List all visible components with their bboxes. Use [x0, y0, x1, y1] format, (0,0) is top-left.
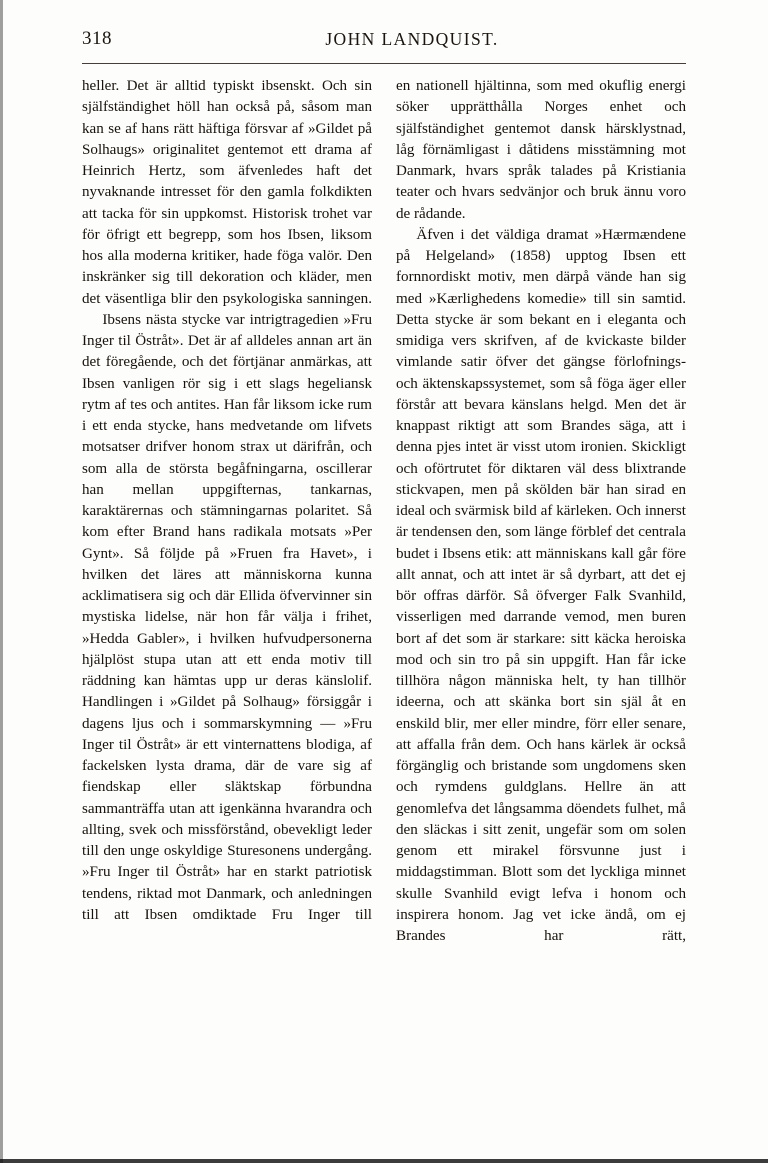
running-head — [82, 28, 686, 62]
paragraph: Äfven i det väldiga dramat »Hærmændene på Helgeland» (1858) upptog Ibsen ett fornnordiskt motiv, men därpå vände han sig med »Kærlighedens komedie» till sin samtid. Detta stycke är som bekant en i eleganta och smidiga vers skrifven, af de kvickaste bilder vimlande satir öfver det gängse förlofnings- och äktenskapssystemet, som så föga äger eller förstår att bevara känslans helgd. Men det är knappast riktigt att som Brandes säga, att i denna pjes intet är visst utom ironien. Skickligt och oförtrutet för diktaren väl dess blixtrande stickvapen, men på skölden bär han sirad en ideal och svärmisk bild af kärleken. Och innerst är tendensen den, som länge förblef det centrala budet i Ibsens etik: att människans kall går före allt annat, och att intet är så dyrbart, att det ej bör offras därför. Så öfverger Falk Svanhild, visserligen med darrande vemod, men buren bort af det som är starkare: sitt käcka heroiska mod och sin tro på sin uppgift. Han får icke tillhöra någon människa helt, ty han tillhör ideerna, och att skänka bort sin själ åt en enskild blir, mer eller mindre, förr eller senare, att affalla från dem. Och hans kärlek är också förgänglig och bristande som ungdomens sken och rymdens guldglans. Hellre än att genomlefva det långsamma döendets fulhet, må den släckas i sitt zenit, ungefär som om solen genom ett mirakel försvunne just i middagstimman. Blott som det lyckliga minnet skulle Svanhild evigt lefva i honom och inspirera honom. Jag vet icke ändå, om ej Brandes har rätt, — [396, 226, 686, 944]
page-left-edge-artifact — [0, 0, 3, 1163]
body-text-columns — [82, 76, 686, 1064]
running-head-title: JOHN LANDQUIST. — [325, 29, 499, 49]
page-bottom-edge-artifact — [0, 1159, 768, 1163]
header-divider-rule — [82, 63, 686, 64]
paragraph: heller. Det är alltid typiskt ibsenskt. Och sin själfständighet höll han också på, såsom man kan se af hans rätt häftiga försvar af »Gildet på Solhaugs» originalitet gentemot ett drama af Heinrich Hertz, som äfvenledes haft det nyvaknande intresset för den gamla folkdikten att tacka för sin uppkomst. Historisk trohet var för öfrigt ett begrepp, som hos Ibsen, liksom hos alla moderna kritiker, hade föga valör. Den inskränker sig till dekoration och kläder, men det väsentliga blir den psykologiska sanningen. — [82, 78, 372, 307]
right-text-column — [396, 76, 686, 1064]
paragraph: Ibsens nästa stycke var intrigtragedien »Fru Inger til Östråt». Det är af alldeles annan art än det föregående, och det förtjänar anmärkas, att Ibsen vanligen rör sig i ett slags hegeliansk rytm af tes och antites. Han får liksom icke rum i ett enda stycke, hans medvetande om lifvets motsatser drifver honom strax ut därifrån, och som alla de största begåfningarna, oscillerar han mellan uppgifternas, tankarnas, karaktärernas och stämningarnas polaritet. Så kom efter Brand hans radikala motsats »Per Gynt». Så följde på »Fruen fra Havet», i hvilken det läres att människorna kunna acklimatisera sig och där Ellida öfvervinner sin mystiska lidelse, när hon får välja i frihet, »Hedda Gabler», i hvilken hufvudpersonerna hjälplöst stupa utan att ett enda motiv till räddning kan hämtas upp ur deras känslolif. Handlingen i »Gildet på Solhaug» försiggår i dagens ljus och i sommarskymning — »Fru Inger til Östråt» är ett vinternattens blodiga, af fackelsken lysta drama, där de vare sig af fiendskap eller släktskap förbundna sammanträffa utan att igenkänna hvarandra och allting, svek och missförstånd, obevekligt leder till den unge oskyldige Sturesonens undergång. »Fru Inger til Östråt» har en starkt patriotisk tendens, riktad mot Danmark, och anledningen till att Ibsen omdiktade Fru Inger till — [82, 311, 372, 923]
left-text-column — [82, 76, 372, 1064]
page-folio-number: 318 — [82, 28, 112, 49]
paragraph: en nationell hjältinna, som med okuflig energi söker upprätthålla Norges enhet och själfständighet gentemot dansk härsklystnad, låg förnämligast i dåtidens misstämning mot Danmark, hvars språk talades på Kristiania teater och hvars sedvänjor och bruk ännu voro de rådande. — [396, 78, 686, 222]
